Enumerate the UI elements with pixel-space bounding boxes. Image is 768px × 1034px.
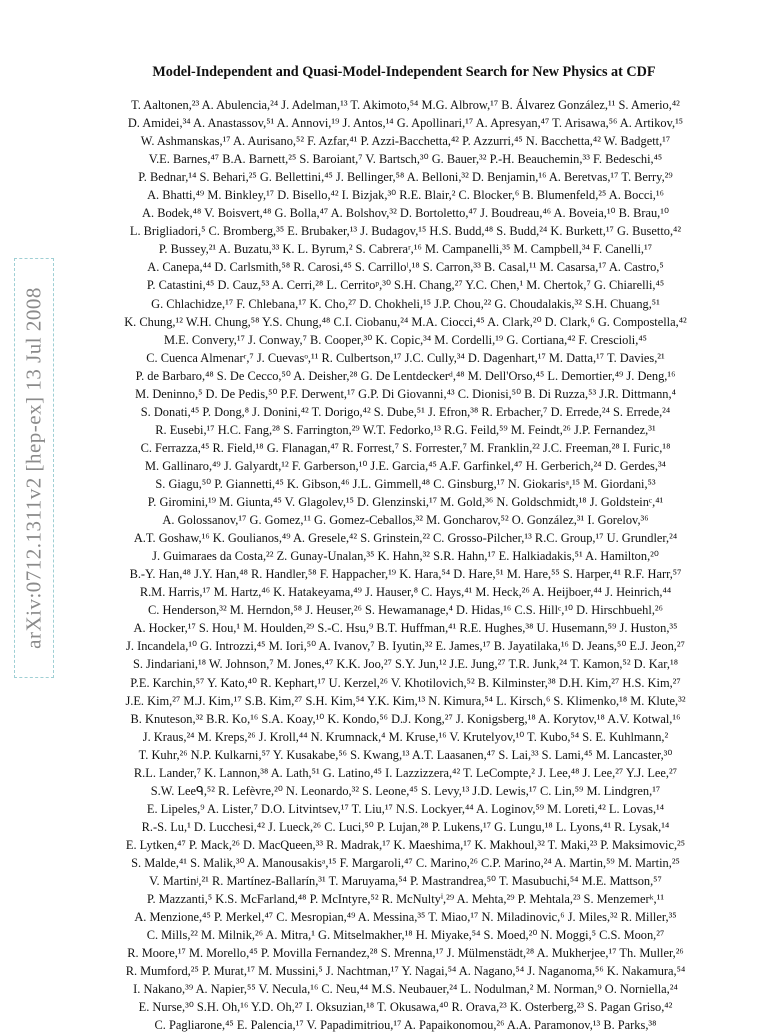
author-line: D. Amidei,³⁴ A. Anastassov,⁵¹ A. Annovi,¹⁹ J. Antos,¹⁴ G. Apollinari,¹⁷ A. Apresyan,⁴⁷ T. Arisawa,⁵⁶ A. Artikov,¹⁵	[127, 116, 684, 131]
author-line: G. Chlachidze,¹⁷ F. Chlebana,¹⁷ K. Cho,²⁷ D. Chokheli,¹⁵ J.P. Chou,²² G. Choudalakis,³² S.H. Chuang,⁵¹	[151, 296, 660, 311]
author-line: K. Chung,¹² W.H. Chung,⁵⁸ Y.S. Chung,⁴⁸ C.I. Ciobanu,²⁴ M.A. Ciocci,⁴⁵ A. Clark,²⁰ D. Clark,⁶ G. Compostella,⁴²	[124, 314, 687, 329]
author-line: T. Kuhr,²⁶ N.P. Kulkarni,⁵⁷ Y. Kusakabe,⁵⁶ S. Kwang,¹³ A.T. Laasanen,⁴⁷ S. Lai,³³ S. Lami,⁴⁵ M. Lancaster,³⁰	[138, 747, 673, 762]
author-line: P. Bussey,²¹ A. Buzatu,³³ K. L. Byrum,² S. Cabreraʳ,¹⁶ M. Campanelli,³⁵ M. Campbell,³⁴ F. Canelli,¹⁷	[158, 242, 653, 257]
author-line: A. Golossanov,¹⁷ G. Gomez,¹¹ G. Gomez-Ceballos,³² M. Goncharov,⁵² O. González,³¹ I. Gorelov,³⁶	[162, 513, 649, 528]
author-line: P. Catastini,⁴⁵ D. Cauz,⁵³ A. Cerri,²⁸ L. Cerritoᵖ,³⁰ S.H. Chang,²⁷ Y.C. Chen,¹ M. Chertok,⁷ G. Chiarelli,⁴⁵	[146, 278, 665, 293]
author-line: S. Donati,⁴⁵ P. Dong,⁸ J. Donini,⁴² T. Dorigo,⁴² S. Dube,⁵¹ J. Efron,³⁸ R. Erbacher,⁷ D. Errede,²⁴ S. Errede,²⁴	[140, 404, 671, 419]
author-line: I. Nakano,³⁹ A. Napier,⁵⁵ V. Necula,¹⁶ C. Neu,⁴⁴ M.S. Neubauer,²⁴ L. Nodulman,² M. Norman,⁹ O. Norniella,²⁴	[133, 982, 678, 997]
author-line: A. Bhatti,⁴⁹ M. Binkley,¹⁷ D. Bisello,⁴² I. Bizjak,³⁰ R.E. Blair,² C. Blocker,⁶ B. Blumenfeld,²⁵ A. Bocci,¹⁶	[147, 188, 664, 203]
author-line: S. Jindariani,¹⁸ W. Johnson,⁷ M. Jones,⁴⁷ K.K. Joo,²⁷ S.Y. Jun,¹² J.E. Jung,²⁷ T.R. Junk,²⁴ T. Kamon,⁵² D. Kar,¹⁸	[132, 657, 679, 672]
author-line: W. Ashmanskas,¹⁷ A. Aurisano,⁵² F. Azfar,⁴¹ P. Azzi-Bacchetta,⁴² P. Azzurri,⁴⁵ N. Bacchetta,⁴² W. Badgett,¹⁷	[140, 134, 671, 149]
author-line: A.T. Goshaw,¹⁶ K. Goulianos,⁴⁹ A. Gresele,⁴² S. Grinstein,²² C. Grosso-Pilcher,¹³ R.C. Group,¹⁷ U. Grundler,²⁴	[133, 531, 678, 546]
arxiv-identifier-stamp	[14, 258, 54, 678]
author-line: J. Guimaraes da Costa,²² Z. Gunay-Unalan,³⁵ K. Hahn,³² S.R. Hahn,¹⁷ E. Halkiadakis,⁵¹ A. Hamilton,²⁰	[152, 549, 659, 564]
author-line: V. Martinʲ,²¹ R. Martínez-Ballarín,³¹ T. Maruyama,⁵⁴ P. Mastrandrea,⁵⁰ T. Masubuchi,⁵⁴ M.E. Mattson,⁵⁷	[149, 874, 662, 889]
arxiv-identifier: arXiv:0712.1311v2 [hep-ex] 13 Jul 2008	[21, 287, 46, 649]
author-line: A. Hocker,¹⁷ S. Hou,¹ M. Houlden,²⁹ S.-C. Hsu,⁹ B.T. Huffman,⁴¹ R.E. Hughes,³⁸ U. Husemann,⁵⁹ J. Huston,³⁵	[133, 621, 678, 636]
author-line: E. Nurse,³⁰ S.H. Oh,¹⁶ Y.D. Oh,²⁷ I. Oksuzian,¹⁸ T. Okusawa,⁴⁰ R. Orava,²³ K. Osterberg,²³ S. Pagan Griso,⁴²	[138, 1000, 673, 1015]
author-line: P. Bednar,¹⁴ S. Behari,²⁵ G. Bellettini,⁴⁵ J. Bellinger,⁵⁸ A. Belloni,³² D. Benjamin,¹⁶ A. Beretvas,¹⁷ T. Berry,²⁹	[138, 170, 673, 185]
author-line: L. Brigliadori,⁵ C. Bromberg,³⁵ E. Brubaker,¹³ J. Budagov,¹⁵ H.S. Budd,⁴⁸ S. Budd,²⁴ K. Burkett,¹⁷ G. Busetto,⁴²	[129, 224, 682, 239]
author-line: P. Giromini,¹⁹ M. Giunta,⁴⁵ V. Glagolev,¹⁵ D. Glenzinski,¹⁷ M. Gold,³⁶ N. Goldschmidt,¹⁸ J. Goldsteinᶜ,⁴¹	[147, 495, 664, 510]
author-line: P.E. Karchin,⁵⁷ Y. Kato,⁴⁰ R. Kephart,¹⁷ U. Kerzel,²⁶ V. Khotilovich,⁵² B. Kilminster,³⁸ D.H. Kim,²⁷ H.S. Kim,²⁷	[130, 675, 681, 690]
author-line: C. Cuenca Almenarʳ,⁷ J. Cuevasᵒ,¹¹ R. Culbertson,¹⁷ J.C. Cully,³⁴ D. Dagenhart,¹⁷ M. Datta,¹⁷ T. Davies,²¹	[146, 350, 665, 365]
author-line: R. Mumford,²⁵ P. Murat,¹⁷ M. Mussini,⁵ J. Nachtman,¹⁷ Y. Nagai,⁵⁴ A. Nagano,⁵⁴ J. Naganoma,⁵⁶ K. Nakamura,⁵⁴	[125, 964, 686, 979]
author-line: M. Gallinaro,⁴⁹ J. Galyardt,¹² F. Garberson,¹⁰ J.E. Garcia,⁴⁵ A.F. Garfinkel,⁴⁷ H. Gerberich,²⁴ D. Gerdes,³⁴	[145, 458, 666, 473]
author-line: P. de Barbaro,⁴⁸ S. De Cecco,⁵⁰ A. Deisher,²⁸ G. De Lentdeckerᵈ,⁴⁸ M. Dell'Orso,⁴⁵ L. Demortier,⁴⁹ J. Deng,¹⁶	[135, 368, 676, 383]
author-line: J. Kraus,²⁴ M. Kreps,²⁶ J. Kroll,⁴⁴ N. Krumnack,⁴ M. Kruse,¹⁶ V. Krutelyov,¹⁰ T. Kubo,⁵⁴ S. E. Kuhlmann,²	[142, 729, 669, 744]
author-line: R.L. Lander,⁷ K. Lannon,³⁸ A. Lath,⁵¹ G. Latino,⁴⁵ I. Lazzizzera,⁴² T. LeCompte,² J. Lee,⁴⁸ J. Lee,²⁷ Y.J. Lee,²⁷	[133, 765, 678, 780]
author-line: S. Giagu,⁵⁰ P. Giannetti,⁴⁵ K. Gibson,⁴⁶ J.L. Gimmell,⁴⁸ C. Ginsburg,¹⁷ N. Giokarisᵃ,¹⁵ M. Giordani,⁵³	[155, 476, 656, 491]
author-line: E. Lipeles,⁹ A. Lister,⁷ D.O. Litvintsev,¹⁷ T. Liu,¹⁷ N.S. Lockyer,⁴⁴ A. Loginov,⁵⁹ M. Loreti,⁴² L. Lovas,¹⁴	[146, 801, 665, 816]
author-line: J.E. Kim,²⁷ M.J. Kim,¹⁷ S.B. Kim,²⁷ S.H. Kim,⁵⁴ Y.K. Kim,¹³ N. Kimura,⁵⁴ L. Kirsch,⁶ S. Klimenko,¹⁸ M. Klute,³²	[125, 693, 686, 708]
author-line: B.-Y. Han,⁴⁸ J.Y. Han,⁴⁸ R. Handler,⁵⁸ F. Happacher,¹⁹ K. Hara,⁵⁴ D. Hare,⁵¹ M. Hare,⁵⁵ S. Harper,⁴¹ R.F. Harr,⁵⁷	[129, 567, 682, 582]
author-line: S.W. Leeᑫ,⁵² R. Lefèvre,²⁰ N. Leonardo,³² S. Leone,⁴⁵ S. Levy,¹³ J.D. Lewis,¹⁷ C. Lin,⁵⁹ M. Lindgren,¹⁷	[150, 783, 661, 798]
author-line: R. Moore,¹⁷ M. Morello,⁴⁵ P. Movilla Fernandez,²⁸ S. Mrenna,¹⁷ J. Mülmenstädt,²⁸ A. Mukherjee,¹⁷ Th. Muller,²⁶	[127, 946, 684, 961]
author-line: R.-S. Lu,¹ D. Lucchesi,⁴² J. Lueck,²⁶ C. Luci,⁵⁰ P. Lujan,²⁸ P. Lukens,¹⁷ G. Lungu,¹⁸ L. Lyons,⁴¹ R. Lysak,¹⁴	[141, 819, 670, 834]
author-line: C. Ferrazza,⁴⁵ R. Field,¹⁸ G. Flanagan,⁴⁷ R. Forrest,⁷ S. Forrester,⁷ M. Franklin,²² J.C. Freeman,²⁸ I. Furic,¹⁸	[140, 440, 671, 455]
author-line: S. Malde,⁴¹ S. Malik,³⁰ A. Manousakisᵃ,¹⁵ F. Margaroli,⁴⁷ C. Marino,²⁶ C.P. Marino,²⁴ A. Martin,⁵⁹ M. Martin,²⁵	[131, 855, 680, 870]
author-line: C. Pagliarone,⁴⁵ E. Palencia,¹⁷ V. Papadimitriou,¹⁷ A. Papaikonomou,²⁶ A.A. Paramonov,¹³ B. Parks,³⁸	[154, 1018, 657, 1033]
author-line: A. Bodek,⁴⁸ V. Boisvert,⁴⁸ G. Bolla,⁴⁷ A. Bolshov,³² D. Bortoletto,⁴⁷ J. Boudreau,⁴⁶ A. Boveia,¹⁰ B. Brau,¹⁰	[142, 206, 669, 221]
author-line: A. Canepa,⁴⁴ D. Carlsmith,⁵⁸ R. Carosi,⁴⁵ S. Carrilloˡ,¹⁸ S. Carron,³³ B. Casal,¹¹ M. Casarsa,¹⁷ A. Castro,⁵	[147, 260, 664, 275]
author-line: A. Menzione,⁴⁵ P. Merkel,⁴⁷ C. Mesropian,⁴⁹ A. Messina,³⁵ T. Miao,¹⁷ N. Miladinovic,⁶ J. Miles,³² R. Miller,³⁵	[134, 910, 677, 925]
author-line: V.E. Barnes,⁴⁷ B.A. Barnett,²⁵ S. Baroiant,⁷ V. Bartsch,³⁰ G. Bauer,³² P.-H. Beauchemin,³³ F. Bedeschi,⁴⁵	[148, 152, 663, 167]
author-line: R. Eusebi,¹⁷ H.C. Fang,²⁸ S. Farrington,²⁹ W.T. Fedorko,¹³ R.G. Feild,⁵⁹ M. Feindt,²⁶ J.P. Fernandez,³¹	[155, 422, 656, 437]
author-line: T. Aaltonen,²³ A. Abulencia,²⁴ J. Adelman,¹³ T. Akimoto,⁵⁴ M.G. Albrow,¹⁷ B. Álvarez González,¹¹ S. Amerio,⁴²	[131, 98, 680, 112]
author-line: M.E. Convery,¹⁷ J. Conway,⁷ B. Cooper,³⁰ K. Copic,³⁴ M. Cordelli,¹⁹ G. Cortiana,⁴² F. Crescioli,⁴⁵	[164, 332, 647, 347]
author-line: C. Mills,²² M. Milnik,²⁶ A. Mitra,¹ G. Mitselmakher,¹⁸ H. Miyake,⁵⁴ S. Moed,²⁰ N. Moggi,⁵ C.S. Moon,²⁷	[146, 928, 665, 943]
author-line: R.M. Harris,¹⁷ M. Hartz,⁴⁶ K. Hatakeyama,⁴⁹ J. Hauser,⁸ C. Hays,⁴¹ M. Heck,²⁶ A. Heijboer,⁴⁴ J. Heinrich,⁴⁴	[139, 585, 672, 600]
author-line: E. Lytken,⁴⁷ P. Mack,²⁶ D. MacQueen,³³ R. Madrak,¹⁷ K. Maeshima,¹⁷ K. Makhoul,³² T. Maki,²³ P. Maksimovic,²⁵	[125, 837, 686, 852]
author-line: P. Mazzanti,⁵ K.S. McFarland,⁴⁸ P. McIntyre,⁵² R. McNultyⁱ,²⁹ A. Mehta,²⁹ P. Mehtala,²³ S. Menzemerᵏ,¹¹	[146, 892, 665, 907]
author-list	[63, 96, 748, 1034]
paper-title: Model-Independent and Quasi-Model-Independent Search for New Physics at CDF	[152, 64, 656, 80]
author-line: C. Henderson,³² M. Herndon,⁵⁸ J. Heuser,²⁶ S. Hewamanage,⁴ D. Hidas,¹⁶ C.S. Hillᶜ,¹⁰ D. Hirschbuehl,²⁶	[148, 603, 663, 618]
author-line: M. Deninno,⁵ D. De Pedis,⁵⁰ P.F. Derwent,¹⁷ G.P. Di Giovanni,⁴³ C. Dionisi,⁵⁰ B. Di Ruzza,⁵³ J.R. Dittmann,⁴	[135, 386, 676, 401]
author-line: J. Incandela,¹⁰ G. Introzzi,⁴⁵ M. Iori,⁵⁰ A. Ivanov,⁷ B. Iyutin,³² E. James,¹⁷ B. Jayatilaka,¹⁶ D. Jeans,⁵⁰ E.J. Jeon,²⁷	[126, 639, 685, 654]
author-line: B. Knuteson,³² B.R. Ko,¹⁶ S.A. Koay,¹⁰ K. Kondo,⁵⁶ D.J. Kong,²⁷ J. Konigsberg,¹⁸ A. Korytov,¹⁸ A.V. Kotwal,¹⁶	[130, 711, 681, 726]
